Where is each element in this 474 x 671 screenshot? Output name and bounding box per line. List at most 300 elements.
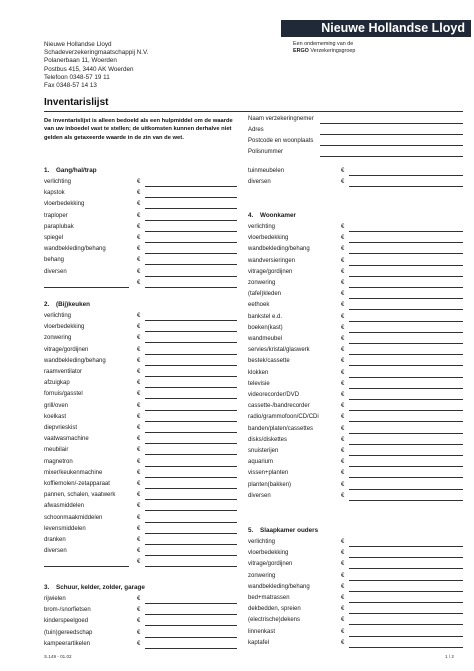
inventory-item-label: fornuis/gasstel [44,391,83,398]
inventory-row [248,346,463,356]
currency-symbol: € [137,640,141,647]
amount-input-line[interactable] [145,477,237,478]
currency-symbol: € [341,257,345,264]
section-title-text: Slaapkamer ouders [260,527,319,534]
inventory-item-label: wandbekleding/behang [248,246,310,253]
inventory-item-label: eethoek [248,302,270,309]
inventory-item-label: vaatwasmachine [44,436,89,443]
inventory-item-label: diversen [248,179,271,186]
inventory-item-label: grill/oven [44,402,69,409]
amount-input-line[interactable] [145,242,237,243]
inventory-item-label: afzuigkap [44,380,70,387]
currency-symbol: € [341,302,345,309]
blank-inventory-row [44,558,237,568]
amount-input-line[interactable] [349,591,463,592]
group-line-2-text: Verzekeringsgroep [310,48,356,54]
amount-input-line[interactable] [349,399,463,400]
amount-input-line[interactable] [349,568,463,569]
currency-symbol: € [341,280,345,286]
inventory-row [44,606,237,616]
currency-symbol: € [341,639,345,646]
logo-text: Nieuwe Hollandse Lloyd [321,21,465,35]
inventory-row [248,178,463,188]
amount-input-line[interactable] [349,265,463,266]
inventory-item-label: bed+matrassen [248,595,290,601]
amount-input-line[interactable] [145,555,237,556]
inventory-item-label: zonwering [248,572,276,579]
section-title [44,167,97,174]
amount-input-line[interactable] [349,186,463,187]
inventory-item-label: kapstok [44,190,65,197]
currency-symbol: € [341,436,345,443]
inventory-row [44,458,237,468]
currency-symbol: € [137,402,141,409]
inventory-row [44,525,237,535]
address-line: Telefoon 0348-57 19 11 [44,73,110,81]
currency-symbol: € [137,596,141,602]
inventory-row [248,402,463,412]
group-line-2 [293,48,355,55]
currency-symbol: € [341,358,345,365]
amount-input-line[interactable] [145,197,237,198]
amount-input-line[interactable] [349,298,463,299]
form-field-input-line[interactable] [320,134,463,135]
inventory-item-label: wandbekleding/behang [44,357,106,364]
currency-symbol: € [137,481,141,487]
inventory-row [44,595,237,605]
inventory-row [248,594,463,604]
inventory-item-label: dranken [44,537,66,543]
inventory-row [248,234,463,244]
inventory-item-label: bankstel e.d. [248,313,283,320]
amount-input-line[interactable] [145,231,237,232]
address-line: Postbus 415, 3440 AK Woerden [44,65,134,73]
inventory-item-label: televisie [248,380,270,387]
inventory-row [44,547,237,557]
address-line: Nieuwe Hollandse Lloyd [44,41,112,48]
inventory-item-label: vloerbedekking [248,550,289,557]
inventory-row [44,469,237,479]
inventory-row [248,560,463,570]
currency-symbol: € [341,347,345,354]
amount-input-line[interactable] [145,320,237,321]
inventory-row [44,629,237,639]
inventory-row [44,491,237,501]
amount-input-line[interactable] [145,410,237,411]
currency-symbol: € [341,617,345,624]
inventory-row [44,178,237,188]
inventory-item-label: vitrage/gordijnen [44,346,89,353]
address-line: Fax 0348-57 14 13 [44,82,97,90]
form-field-label: Polisnummer [248,149,284,155]
currency-symbol: € [137,514,141,521]
amount-input-line[interactable] [145,342,237,343]
currency-symbol: € [341,235,345,242]
inventory-row [248,538,463,548]
inventory-row [44,424,237,434]
inventory-row [44,446,237,456]
amount-input-line[interactable] [145,522,237,523]
currency-symbol: € [137,212,141,219]
currency-symbol: € [137,223,141,230]
inventory-item-label: verlichting [248,224,276,230]
amount-input-line[interactable] [349,175,463,176]
amount-input-line[interactable] [349,433,463,434]
amount-input-line[interactable] [145,466,237,467]
address-line: Polanerbaan 11, Woerden [44,57,117,65]
amount-input-line[interactable] [349,287,463,288]
section-number: 5. [248,527,254,534]
currency-symbol: € [137,268,141,275]
inventory-row [44,357,237,367]
amount-input-line[interactable] [349,354,463,355]
form-field-input-line[interactable] [320,145,463,146]
form-field-label: Naam verzekeringnemer [248,116,314,122]
inventory-item-label: zonwering [44,335,72,342]
currency-symbol: € [137,346,141,353]
amount-input-line[interactable] [145,544,237,545]
currency-symbol: € [137,335,141,342]
inventory-item-label: wandversieringen [248,257,296,264]
inventory-item-label: diversen [44,548,67,555]
currency-symbol: € [137,380,141,387]
currency-symbol: € [137,492,141,499]
inventory-item-label: klokken [248,369,269,376]
currency-symbol: € [137,201,141,208]
currency-symbol: € [341,606,345,613]
amount-input-line[interactable] [145,432,237,433]
section-title-text: (Bij)keuken [56,301,90,308]
amount-input-line[interactable] [349,421,463,422]
inventory-row [248,549,463,559]
inventory-row [248,257,463,267]
amount-input-line[interactable] [145,331,237,332]
inventory-item-label: cassette-/bandrecorder [248,403,310,410]
inventory-item-label: levensmiddelen [44,525,86,532]
currency-symbol: € [341,224,345,230]
inventory-row [248,481,463,491]
inventory-item-label: verlichting [44,179,72,185]
currency-symbol: € [137,469,141,476]
inventory-item-label: snuisterijen [248,448,279,454]
inventory-row [248,391,463,401]
currency-symbol: € [341,380,345,387]
amount-input-line[interactable] [145,208,237,209]
inventory-row [248,447,463,457]
inventory-item-label: diversen [44,268,67,275]
form-code: S.149 - 01.02 [44,654,72,659]
currency-symbol: € [137,413,141,420]
inventory-item-label: aquarium [248,459,274,466]
inventory-item-label: pannen, schalen, vaatwerk [44,492,116,499]
currency-symbol: € [137,425,141,431]
amount-input-line[interactable] [349,231,463,232]
amount-input-line[interactable] [145,365,237,366]
inventory-row [44,502,237,512]
inventory-row [44,256,237,266]
inventory-row [44,200,237,210]
currency-symbol: € [341,313,345,320]
amount-input-line[interactable] [145,264,237,265]
currency-symbol: € [341,550,345,557]
amount-input-line[interactable] [145,533,237,534]
currency-symbol: € [137,313,141,319]
amount-input-line[interactable] [145,253,237,254]
amount-input-line[interactable] [145,443,237,444]
amount-input-line[interactable] [349,332,463,333]
inventory-row [44,268,237,278]
inventory-item-label: schoonmaakmiddelen [44,514,103,521]
inventory-item-label: vloerbedekking [248,235,289,242]
amount-input-line[interactable] [145,276,237,277]
inventory-item-label: rijwielen [44,596,66,602]
amount-input-line[interactable] [145,454,237,455]
section-title [248,212,296,219]
section-title-text: Woonkamer [260,212,296,219]
amount-input-line[interactable] [349,410,463,411]
amount-input-line[interactable] [349,455,463,456]
inventory-row [248,223,463,233]
inventory-row [248,335,463,345]
inventory-item-label: verlichting [248,539,276,545]
currency-symbol: € [137,324,141,331]
form-field-adres [248,127,463,136]
amount-input-line[interactable] [349,636,463,637]
inventory-row [44,312,237,322]
inventory-item-label: behang [44,257,65,264]
currency-symbol: € [137,447,141,454]
amount-input-line[interactable] [145,186,237,187]
currency-symbol: € [341,425,345,432]
amount-input-line[interactable] [349,500,463,501]
inventory-row [44,223,237,233]
inventory-item-label: vitrage/gordijnen [248,561,293,568]
currency-symbol: € [341,595,345,601]
amount-input-line[interactable] [349,388,463,389]
amount-input-line[interactable] [145,566,237,567]
amount-input-line[interactable] [145,614,237,615]
inventory-row [44,413,237,423]
amount-input-line[interactable] [349,613,463,614]
currency-symbol: € [341,403,345,410]
amount-input-line[interactable] [349,489,463,490]
amount-input-line[interactable] [349,546,463,547]
page-number: 1 / 2 [445,654,454,659]
inventory-item-label: planten(bakken) [248,481,292,488]
amount-input-line[interactable] [145,387,237,388]
currency-symbol: € [137,235,141,241]
address-line: Schadeverzekeringmaatschappij N.V. [44,49,149,57]
inventory-row [44,346,237,356]
inventory-row [248,380,463,390]
section-title [248,527,318,534]
inventory-row [44,617,237,627]
amount-input-line[interactable] [145,488,237,489]
inventory-item-label: afwasmiddelen [44,503,85,510]
inventory-item-label: dekbedden, spreien [248,606,301,613]
inventory-item-label: vloerbedekking [44,201,85,208]
currency-symbol: € [137,190,141,197]
inventory-item-label: spiegel [44,235,64,241]
currency-symbol: € [137,279,141,286]
inventory-row [44,640,237,650]
amount-input-line[interactable] [349,276,463,277]
inventory-item-label: raamventilator [44,369,83,375]
currency-symbol: € [341,539,345,545]
amount-input-line[interactable] [349,624,463,625]
amount-input-line[interactable] [349,477,463,478]
company-logo [281,20,471,37]
amount-input-line[interactable] [145,510,237,511]
currency-symbol: € [137,537,141,543]
amount-input-line[interactable] [145,421,237,422]
inventory-row [44,402,237,412]
currency-symbol: € [341,414,345,421]
inventory-item-label: verlichting [44,313,72,319]
amount-input-line[interactable] [145,287,237,288]
inventory-item-label: kinderspeelgoed [44,618,89,625]
amount-input-line[interactable] [145,648,237,649]
amount-input-line[interactable] [349,444,463,445]
inventory-item-label: tuinmeubelen [248,168,285,174]
amount-input-line[interactable] [349,647,463,648]
inventory-item-label: traploper [44,212,68,219]
form-field-input-line[interactable] [320,123,463,124]
currency-symbol: € [137,548,141,555]
amount-input-line[interactable] [349,343,463,344]
inventory-row [44,212,237,222]
inventory-row [248,469,463,479]
inventory-row [248,245,463,255]
form-field-polisnummer [248,149,463,158]
inventory-row [248,290,463,300]
inventory-row [248,425,463,435]
currency-symbol: € [341,459,345,466]
blank-inventory-row [44,279,237,289]
inventory-item-label: diversen [248,492,271,499]
inventory-item-label: koffiemolen/-zetapparaat [44,481,110,487]
currency-symbol: € [341,492,345,499]
amount-input-line[interactable] [349,309,463,310]
inventory-item-label: (electrische)dekens [248,617,301,624]
inventory-row [44,514,237,524]
amount-input-line[interactable] [349,466,463,467]
currency-symbol: € [137,525,141,532]
inventory-item-label: wandbekleding/behang [44,246,106,253]
inventory-row [44,480,237,490]
inventory-row [248,572,463,582]
inventory-row [248,324,463,334]
inventory-row [248,492,463,502]
amount-input-line[interactable] [145,603,237,604]
page-title: Inventarislijst [44,97,109,108]
section-number: 4. [248,212,254,219]
inventory-row [44,323,237,333]
currency-symbol: € [137,559,141,566]
item-name-input-line[interactable] [44,566,129,567]
currency-symbol: € [341,324,345,331]
amount-input-line[interactable] [349,557,463,558]
amount-input-line[interactable] [349,321,463,322]
inventory-item-label: kaptafel [248,639,270,646]
inventory-row [44,379,237,389]
currency-symbol: € [137,179,141,185]
currency-symbol: € [341,481,345,488]
amount-input-line[interactable] [145,398,237,399]
inventory-row [248,616,463,626]
inventory-item-label: (tuin)gereedschap [44,629,93,636]
inventory-item-label: paraplubak [44,223,74,230]
inventory-item-label: bestek/cassette [248,358,290,365]
inventory-row [248,369,463,379]
amount-input-line[interactable] [145,220,237,221]
section-title [44,584,145,591]
inventory-row [44,368,237,378]
currency-symbol: € [137,369,141,375]
amount-input-line[interactable] [349,365,463,366]
inventory-item-label: vitrage/gordijnen [248,268,293,275]
inventory-item-label: disks/diskettes [248,436,288,443]
item-name-input-line[interactable] [44,287,129,288]
section-number: 2. [44,301,50,308]
group-brand: ERGO [293,48,309,54]
inventory-row [44,189,237,199]
amount-input-line[interactable] [349,253,463,254]
currency-symbol: € [137,391,141,398]
currency-symbol: € [341,179,345,186]
inventory-row [248,301,463,311]
amount-input-line[interactable] [145,376,237,377]
currency-symbol: € [137,618,141,625]
inventory-row [248,583,463,593]
amount-input-line[interactable] [349,242,463,243]
form-field-input-line[interactable] [320,156,463,157]
currency-symbol: € [341,561,345,568]
currency-symbol: € [137,257,141,264]
currency-symbol: € [341,336,345,342]
currency-symbol: € [137,629,141,636]
currency-symbol: € [341,572,345,579]
section-number: 1. [44,167,50,174]
amount-input-line[interactable] [145,354,237,355]
amount-input-line[interactable] [349,377,463,378]
currency-symbol: € [137,357,141,364]
section-number: 3. [44,584,50,591]
amount-input-line[interactable] [145,637,237,638]
inventory-row [248,413,463,423]
inventory-item-label: vissen+planten [248,470,289,477]
group-line-1: Een onderneming van de [293,41,354,47]
currency-symbol: € [341,268,345,275]
amount-input-line[interactable] [145,499,237,500]
inventory-item-label: radio/grammofoon/CD/CDi [248,414,319,421]
amount-input-line[interactable] [145,625,237,626]
currency-symbol: € [341,168,345,174]
section-title [44,301,90,308]
inventory-item-label: boeken(kast) [248,324,283,331]
currency-symbol: € [137,607,141,614]
form-field-postcode [248,138,463,147]
amount-input-line[interactable] [349,580,463,581]
inventory-row [44,234,237,244]
currency-symbol: € [137,503,141,510]
inventory-row [248,357,463,367]
currency-symbol: € [341,583,345,590]
amount-input-line[interactable] [349,602,463,603]
inventory-row [44,390,237,400]
inventory-row [248,628,463,638]
form-field-label: Adres [248,127,264,133]
